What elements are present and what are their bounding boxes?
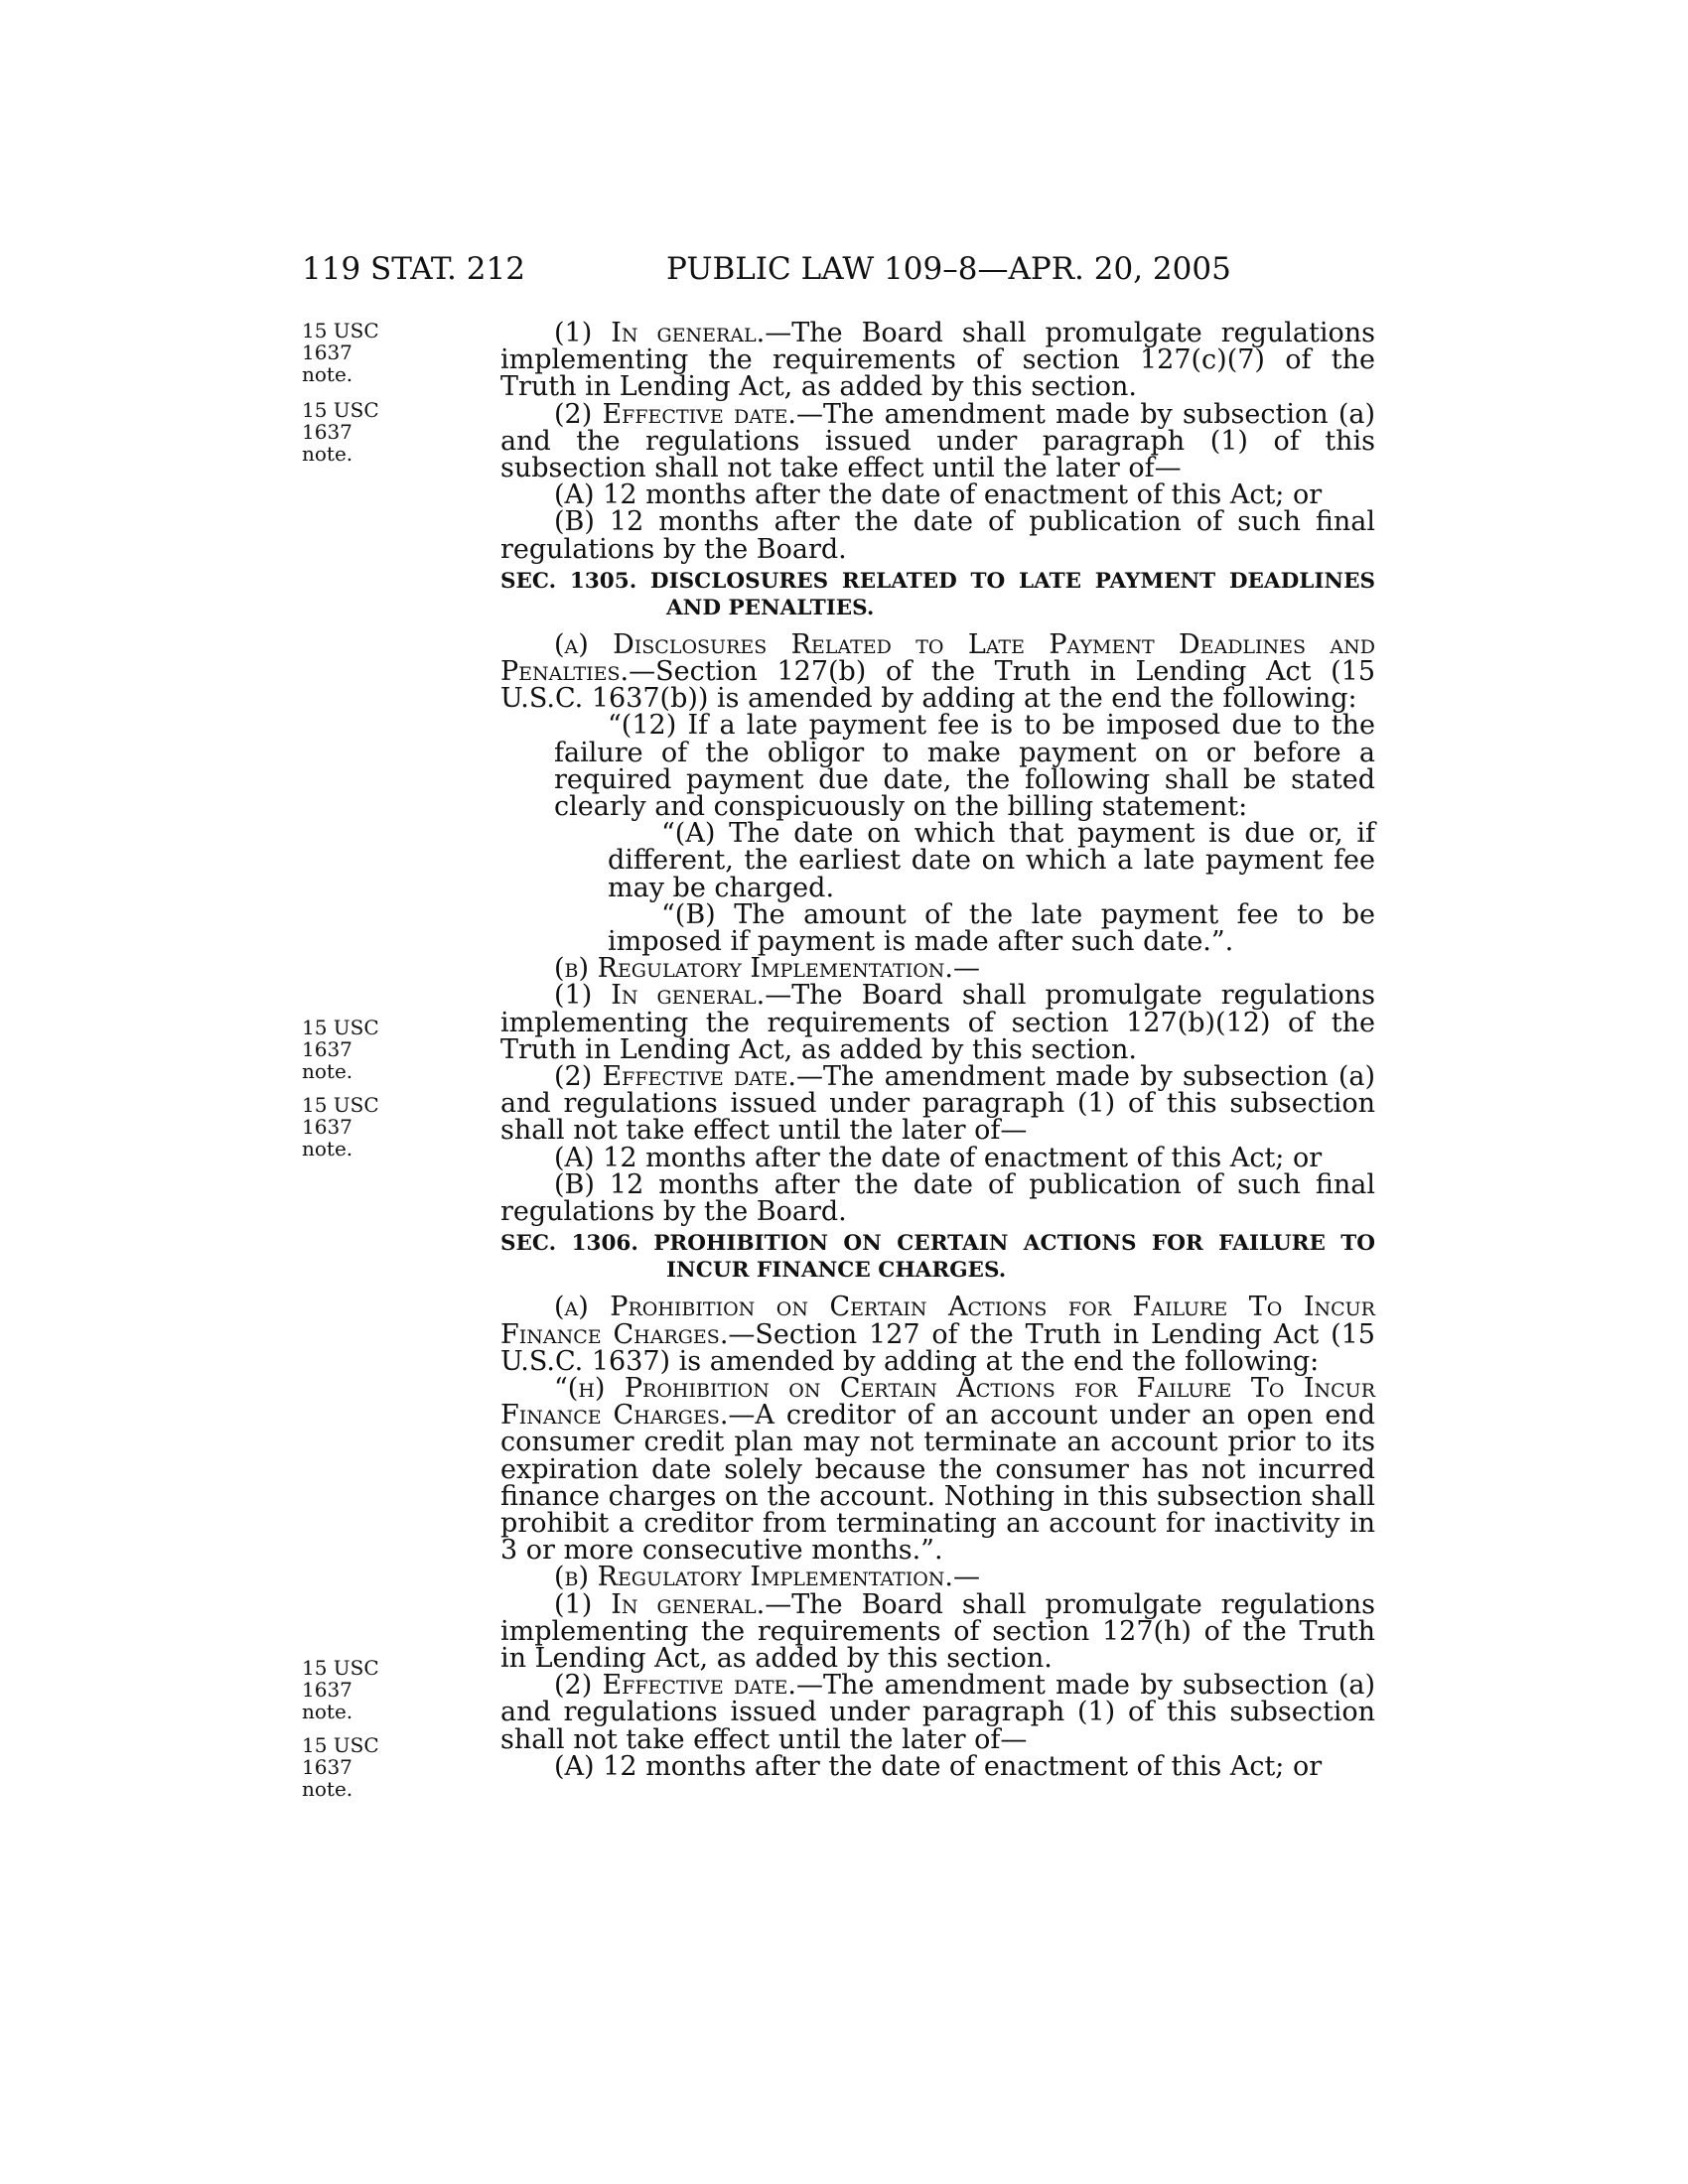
document-body	[500, 320, 1375, 1780]
paragraph: (2) Effective date.—The amendment made by subsection (a) and the regulations issued under paragraph (1) of this subsection shall not take effect until the later of—	[500, 398, 1376, 484]
paragraph: (B) 12 months after the date of publication of such final regulations by the Board.	[500, 1168, 1375, 1228]
quoted-paragraph: “(B) The amount of the late payment fee to be imposed if payment is made after such date.”.	[608, 898, 1375, 958]
paragraph: (2) Effective date.—The amendment made by subsection (a) and regulations issued under paragraph (1) of this subsection shall not take effect until the later of—	[500, 1061, 1376, 1147]
paragraph: (2) Effective date.—The amendment made by subsection (a) and regulations issued under paragraph (1) of this subsection shall not take effect until the later of—	[500, 1670, 1376, 1755]
paragraph: (A) 12 months after the date of enactment of this Act; or	[554, 1750, 1323, 1782]
paragraph: (A) 12 months after the date of enactment of this Act; or	[554, 479, 1323, 511]
paragraph: (b) Regulatory Implementation.—	[554, 953, 981, 985]
paragraph: (B) 12 months after the date of publication of such final regulations by the Board.	[500, 506, 1375, 565]
margin-note: 15 USC 1637 note.	[302, 398, 379, 466]
paragraph: (a) Prohibition on Certain Actions for Failure To Incur Finance Charges.—Section 127 of the Truth in Lending Act (15 U.S.C. 1637) is amended by adding at the end the following:	[500, 1292, 1375, 1377]
section-heading: SEC. 1306. PROHIBITION ON CERTAIN ACTIONS FOR FAILURE TO INCUR FINANCE CHARGES.	[500, 1231, 1375, 1284]
margin-note: 15 USC 1637 note.	[302, 1733, 379, 1801]
paragraph: (a) Disclosures Related to Late Payment Deadlines and Penalties.—Section 127(b) of the Truth in Lending Act (15 U.S.C. 1637(b)) is amended by adding at the end the following:	[500, 628, 1375, 715]
margin-note: 15 USC 1637 note.	[302, 1016, 379, 1083]
quoted-paragraph: “(12) If a late payment fee is to be imposed due to the failure of the obligor to make payment on or before a required payment due date, the following shall be stated clearly and conspicuously on the billing statement:	[554, 710, 1375, 823]
quoted-paragraph: “(A) The date on which that payment is due or, if different, the earliest date on which a late payment fee may be charged.	[608, 818, 1375, 903]
page-stat-number: 119 STAT. 212	[302, 251, 525, 287]
paragraph: (A) 12 months after the date of enactment of this Act; or	[554, 1142, 1323, 1173]
margin-note: 15 USC 1637 note.	[302, 319, 379, 386]
paragraph: (1) In general.—The Board shall promulgate regulations implementing the requirements of section 127(c)(7) of the Truth in Lending Act, as added by this section.	[500, 318, 1375, 403]
margin-note: 15 USC 1637 note.	[302, 1093, 379, 1160]
paragraph: (1) In general.—The Board shall promulgate regulations implementing the requirements of section 127(b)(12) of the Truth in Lending Act, as added by this section.	[500, 980, 1375, 1065]
page-title: PUBLIC LAW 109–8—APR. 20, 2005	[666, 251, 1231, 287]
margin-note: 15 USC 1637 note.	[302, 1656, 379, 1723]
quoted-paragraph: “(h) Prohibition on Certain Actions for Failure To Incur Finance Charges.—A creditor of an account under an open end consumer credit plan may not terminate an account prior to its expiration date solely because the consumer has not incurred finance charges on the account. Nothing in this subsection shall prohibit a creditor from terminating an account for inactivity in 3 or more consecutive months.”.	[500, 1372, 1375, 1567]
paragraph: (b) Regulatory Implementation.—	[554, 1562, 981, 1593]
section-heading: SEC. 1305. DISCLOSURES RELATED TO LATE PAYMENT DEADLINES AND PENALTIES.	[500, 568, 1375, 620]
paragraph: (1) In general.—The Board shall promulgate regulations implementing the requirements of section 127(h) of the Truth in Lending Act, as added by this section.	[500, 1588, 1375, 1674]
